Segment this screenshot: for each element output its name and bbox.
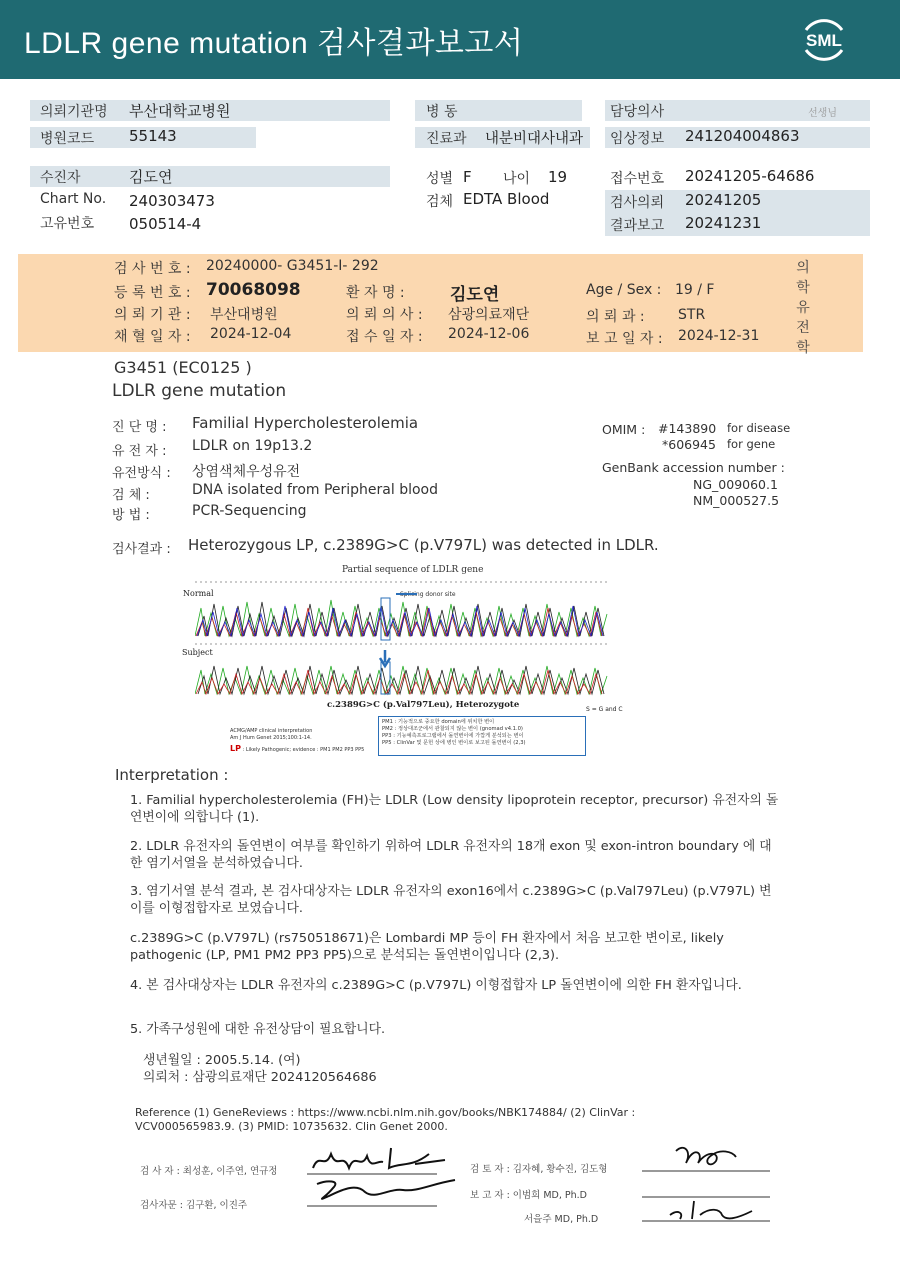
inst-value: 부산대병원 — [210, 307, 278, 323]
reviewer-label: 검 토 자 : 김자혜, 황수진, 김도형 — [470, 1164, 608, 1175]
chromatogram — [195, 578, 615, 698]
hospital-label: 의뢰기관명 — [40, 104, 108, 120]
reporter-label: 보 고 자 : 이범희 MD, Ph.D — [470, 1190, 587, 1201]
draw-date: 2024-12-04 — [210, 326, 292, 342]
uid-label: 고유번호 — [40, 216, 95, 232]
reporter2-label: 서을주 MD, Ph.D — [524, 1214, 599, 1225]
subject-label: Subject — [182, 648, 213, 657]
interp-p2: 2. LDLR 유전자의 돌연변이 여부를 확인하기 위하여 LDLR 유전자의 18개 exon 및 exon-intron boundary 에 대한 염기서열을 분석하였습니다. — [130, 839, 772, 871]
inst-label: 의 뢰 기 관 : — [114, 307, 191, 323]
request-label: 검사의뢰 — [610, 195, 665, 211]
figure-title: Partial sequence of LDLR gene — [342, 565, 484, 575]
tester-signature — [305, 1140, 465, 1210]
ref-inst: 의뢰처 : 삼광의료재단 2024120564686 — [143, 1070, 377, 1085]
test-no-label: 검 사 번 호 : — [114, 261, 191, 277]
method-label: 방 법 : — [112, 508, 150, 523]
splice-label: Splicing donor site — [400, 591, 456, 598]
acmg-evidence-box: PM1 : 기능적으로 중요한 domain에 위치한 변이 PM2 : 정상대조군에서 관찰되지 않는 변이 (gnomad v4.1.0) PP3 : 기능예측프로그램에서 돌연변이에 가깝게 분석되는 변이 PP5 : ClinVar 및 문헌 상에 병인 변이로 보고된 돌연변이 (2,3) — [378, 716, 586, 756]
dept-label-o: 의 뢰 과 : — [586, 309, 645, 325]
recv-date: 2024-12-06 — [448, 326, 530, 342]
references: Reference (1) GeneReviews : https://www.ncbi.nlm.nih.gov/books/NBK174884/ (2) ClinVar : VCV000565983.9. (3) PMID: 10735632. Clin Genet 2000. — [135, 1106, 636, 1133]
gene-value: LDLR on 19p13.2 — [192, 438, 313, 454]
logo-text: SML — [806, 31, 842, 50]
result-value: Heterozygous LP, c.2389G>C (p.V797L) was detected in LDLR. — [188, 536, 659, 554]
recv-label: 접 수 일 자 : — [346, 329, 423, 345]
patient-label: 수진자 — [40, 170, 81, 186]
omim-label: OMIM : — [602, 422, 646, 437]
interp-p4: 4. 본 검사대상자는 LDLR 유전자의 c.2389G>C (p.V797L) 이형접합자 LP 돌연변이에 의한 FH 환자입니다. — [130, 978, 742, 993]
report-value: 20241231 — [685, 214, 762, 232]
omim-disease: #143890 — [658, 421, 717, 436]
dob: 생년월일 : 2005.5.14. (여) — [143, 1053, 301, 1068]
sg-note: S = G and C — [586, 706, 623, 713]
interpretation-heading: Interpretation : — [115, 766, 229, 784]
chart-value: 240303473 — [129, 192, 215, 210]
dept-label: 진료과 — [426, 131, 467, 147]
report-label: 결과보고 — [610, 218, 665, 234]
sex-label: 성별 — [426, 171, 454, 187]
clinical-value: 241204004863 — [685, 127, 800, 145]
receipt-value: 20241205-64686 — [685, 167, 815, 185]
specimen-value: EDTA Blood — [463, 190, 550, 208]
normal-label: Normal — [183, 589, 214, 598]
genbank-nm: NM_000527.5 — [693, 493, 780, 508]
reg-no: 70068098 — [206, 280, 301, 300]
hospital-value: 부산대학교병원 — [129, 102, 231, 120]
patient-name: 김도연 — [450, 285, 500, 305]
mode-value: 상염색체우성유전 — [192, 464, 301, 480]
doctor-suffix: 선생님 — [808, 108, 837, 119]
test-code: G3451 (EC0125 ) — [114, 358, 252, 377]
report-title: LDLR gene mutation 검사결과보고서 — [24, 27, 524, 60]
genbank-label: GenBank accession number : — [602, 460, 785, 475]
draw-label: 채 혈 일 자 : — [114, 329, 191, 345]
dx-value: Familial Hypercholesterolemia — [192, 414, 419, 432]
agesex-value: 19 / F — [675, 282, 715, 298]
spec-label: 검 체 : — [112, 488, 150, 503]
mode-label: 유전방식 : — [112, 466, 171, 481]
age-value: 19 — [548, 168, 568, 186]
ward-label: 병 동 — [426, 104, 458, 120]
test-no: 20240000- G3451-I- 292 — [206, 258, 379, 274]
interp-p3b: c.2389G>C (p.V797L) (rs750518671)은 Lombardi MP 등이 FH 환자에서 처음 보고한 변이로, likely pathogenic (LP, PM1 PM2 PP3 PP5)으로 분석되는 돌연변이입니다 (2,3). — [130, 931, 724, 963]
omim-gene-note: for gene — [727, 437, 776, 451]
dept-value-o: STR — [678, 307, 706, 323]
uid-value: 050514-4 — [129, 215, 202, 233]
omim-gene: *606945 — [662, 437, 716, 452]
interp-p1: 1. Familial hypercholesterolemia (FH)는 LDLR (Low density lipoprotein receptor, precursor) 유전자의 돌연변이에 의합니다 (1). — [130, 793, 779, 825]
method-value: PCR-Sequencing — [192, 503, 307, 519]
patient-value: 김도연 — [129, 168, 173, 186]
vertical-dept-label: 의 학 유 전 학 — [796, 260, 810, 356]
doctor-label: 담당의사 — [610, 104, 665, 120]
clinical-label: 임상정보 — [610, 131, 665, 147]
interp-p5: 5. 가족구성원에 대한 유전상담이 필요합니다. — [130, 1022, 386, 1037]
sml-logo — [796, 12, 852, 68]
variant-caption: c.2389G>C (p.Val797Leu), Heterozygote — [327, 700, 520, 710]
patient-row — [30, 166, 390, 187]
code-value: 55143 — [129, 127, 177, 145]
omim-disease-note: for disease — [727, 421, 791, 435]
gene-label: 유 전 자 : — [112, 444, 167, 459]
specimen-label: 검체 — [426, 194, 454, 210]
reg-label: 등 록 번 호 : — [114, 285, 191, 301]
acmg-block: ACMG/AMP clinical interpretation Am J Hum Genet 2015;100:1-14. LP : Likely Pathogenic; evidence : PM1 PM2 PP3 PP5 — [230, 728, 365, 753]
rep-label: 보 고 일 자 : — [586, 331, 663, 347]
spec-value: DNA isolated from Peripheral blood — [192, 482, 439, 498]
request-value: 20241205 — [685, 191, 762, 209]
agesex-label: Age / Sex : — [586, 282, 662, 298]
chart-label: Chart No. — [40, 191, 107, 207]
genbank-ng: NG_009060.1 — [693, 477, 778, 492]
code-label: 병원코드 — [40, 131, 95, 147]
interp-p3: 3. 염기서열 분석 결과, 본 검사대상자는 LDLR 유전자의 exon16에서 c.2389G>C (p.Val797Leu) (p.V797L) 변이를 이형접합자로 보였습니다. — [130, 884, 772, 916]
patient-name-label: 환 자 명 : — [346, 285, 405, 301]
sex-value: F — [463, 168, 472, 186]
reqdoc-label: 의 뢰 의 사 : — [346, 307, 423, 323]
rep-date: 2024-12-31 — [678, 328, 760, 344]
advisor-label: 검사자문 : 김구환, 이진주 — [140, 1200, 248, 1211]
result-label: 검사결과 : — [112, 542, 171, 557]
dx-label: 진 단 명 : — [112, 420, 167, 435]
reviewer-signatures — [640, 1135, 775, 1225]
reqdoc-value: 삼광의료재단 — [448, 307, 530, 323]
age-label: 나이 — [503, 171, 531, 187]
lp-tag: LP — [230, 744, 241, 753]
tester-label: 검 사 자 : 최성훈, 이주연, 연규정 — [140, 1166, 278, 1177]
dept-value: 내분비대사내과 — [485, 131, 584, 147]
test-name: LDLR gene mutation — [112, 381, 287, 401]
receipt-label: 접수번호 — [610, 171, 665, 187]
